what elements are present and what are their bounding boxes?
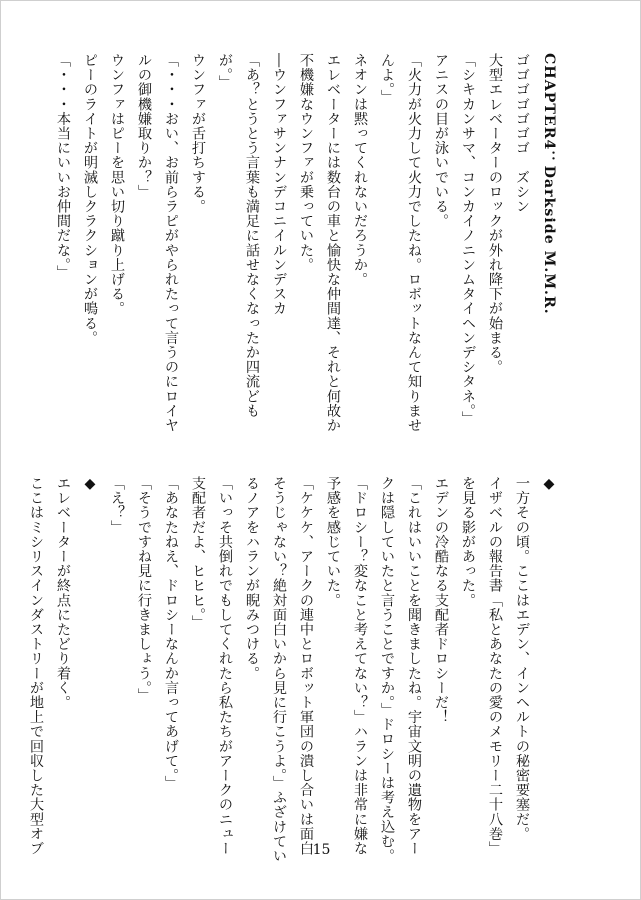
text-line: 「え？」 xyxy=(109,476,125,535)
text-line: 「そうですね見に行きましょう。」 xyxy=(136,476,152,703)
text-line: ウンファはピーを思い切り蹴り上げる。 xyxy=(109,53,125,316)
text-line: 「ケケケ、アークの連中とロボット軍団の潰し合いは面白 xyxy=(298,476,314,856)
text-line: 不機嫌なウンファが乗っていた。 xyxy=(298,53,314,272)
text-line: ピーのライトが明滅しクラクションが鳴る。 xyxy=(82,53,98,345)
text-line: 「あなたねえ、ドロシーなんか言ってあげて。」 xyxy=(163,476,179,791)
text-line: 「これはいいことを聞きましたね。宇宙文明の遺物をアー xyxy=(406,476,422,856)
text-line: 「火力が火力して火力でしたね。ロボットなんて知りませ xyxy=(406,53,422,433)
text-line: 支配者だよ、ヒヒヒ。」 xyxy=(190,476,206,630)
text-line: イザベルの報告書「私とあなたの愛のメモリー二十八巻」 xyxy=(487,476,503,856)
text-line: ここはミシリスインダストリーが地上で回収した大型オブ xyxy=(28,476,44,856)
text-line: んよ。」 xyxy=(379,53,395,105)
text-line: るノアをハランが睨みつける。 xyxy=(244,476,260,681)
text-line: エレベーターが終点にたどり着く。 xyxy=(55,476,71,710)
text-line: 「・・・おい、お前らラピがやられたって言うのにロイヤ xyxy=(163,53,179,433)
text-line: ―ウンファサンナンデコニイルンデスカ xyxy=(271,53,287,316)
page-number: 15 xyxy=(312,842,331,858)
text-line: 大型エレベーターのロックが外れ降下が始まる。 xyxy=(487,53,503,375)
text-line: アニスの目が泳いでいる。 xyxy=(433,53,449,229)
text-line: ネオンは黙ってくれないだろうか。 xyxy=(352,53,368,287)
text-line: ルの御機嫌取りか？」 xyxy=(136,53,152,199)
text-line: ウンファが舌打ちする。 xyxy=(190,53,206,214)
text-line: を見る影があった。 xyxy=(460,476,476,608)
text-line: エデンの冷酷なる支配者ドロシーだ！ xyxy=(433,476,449,725)
text-line: 「いっそ共倒れでもしてくれたら私たちがアークのニュー xyxy=(217,476,233,856)
text-line: 一方その頃。ここはエデン、インヘルトの秘密要塞だ。 xyxy=(514,476,530,841)
text-line: 「ドロシー？変なこと考えてない？」ハランは非常に嫌な xyxy=(352,476,368,856)
text-line: エレベーターには数台の車と愉快な仲間達、それと何故か xyxy=(325,53,341,433)
text-line: ゴゴゴゴゴゴゴ ズシン xyxy=(514,53,530,214)
text-line: 予感を感じていた。 xyxy=(325,476,341,608)
text-line: そうじゃない？絶対面白いから見に行こうよ。」ふざけてい xyxy=(271,476,287,864)
text-line: 「シキカンサマ、コンカイノニンムタイヘンデシタネ。」 xyxy=(460,53,476,426)
text-line: ◆ xyxy=(82,476,98,493)
chapter-title: CHAPTER4：Darkside M.M.R. xyxy=(541,53,557,315)
text-line: が。」 xyxy=(217,53,233,90)
upper-text-block xyxy=(49,53,562,437)
text-line: ◆ xyxy=(541,476,557,493)
text-line: 「・・・本当にいいお仲間だな。」 xyxy=(55,53,71,280)
text-line: 「あ？とうとう言葉も満足に話せなくなったか四流ども xyxy=(244,53,260,418)
text-line: クは隠していたと言うことですか。」ドロシーは考え込む。 xyxy=(379,476,395,864)
